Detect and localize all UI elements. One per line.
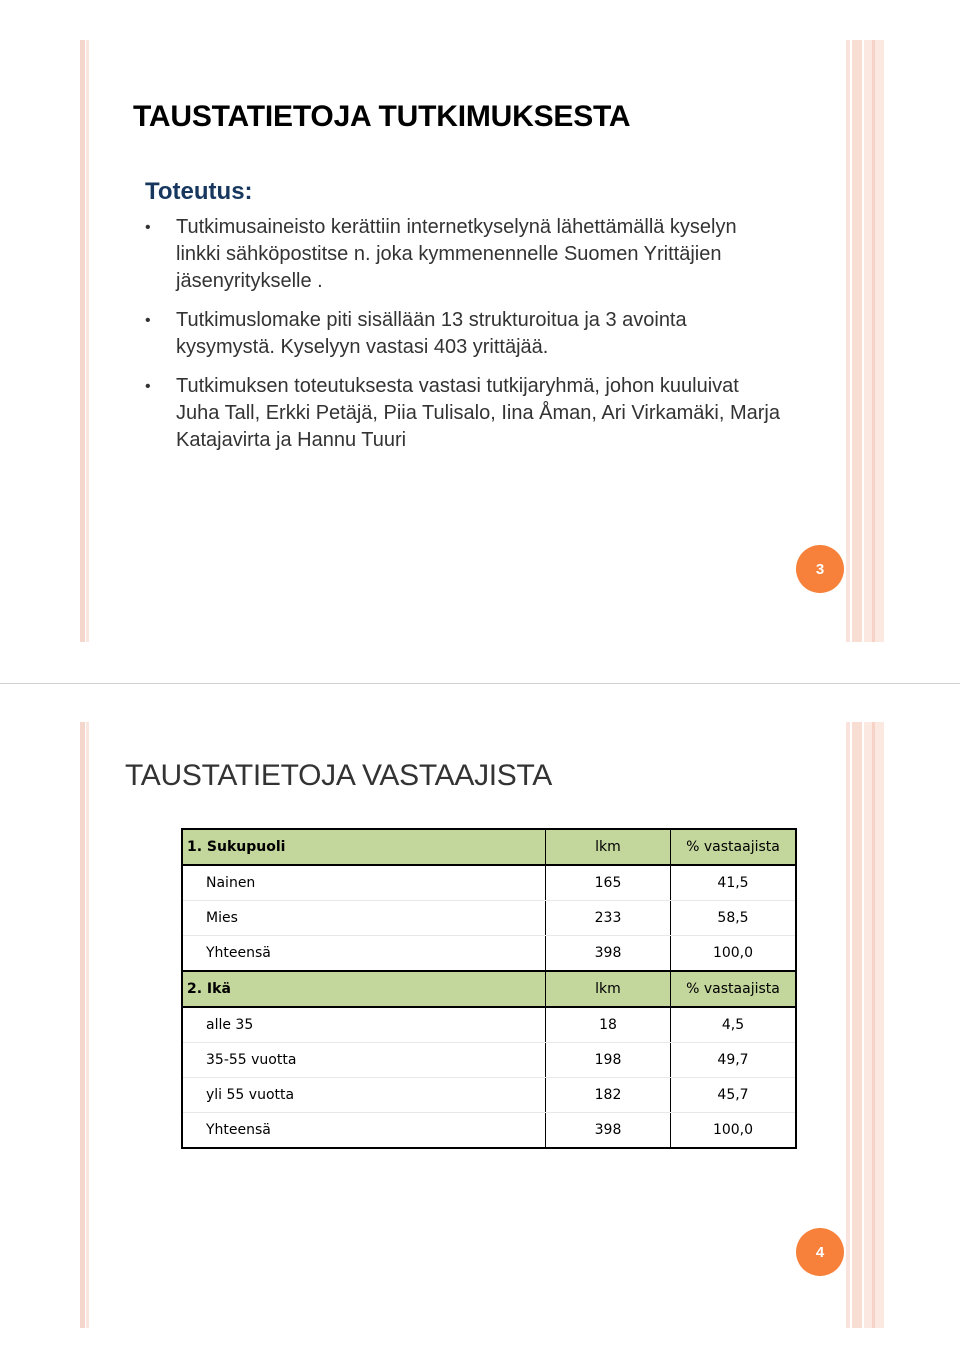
table-row [182,1078,796,1113]
table-cell: Mies [182,901,546,936]
header-cell: % vastaajista [671,829,797,865]
bullet-item [145,307,785,361]
left-decor-stripe [80,722,85,1328]
table-cell: 198 [546,1043,671,1078]
respondent-stats-table [181,828,797,1149]
right-decor-stripe [872,40,875,642]
table-row [182,1007,796,1043]
table-cell: 35-55 vuotta [182,1043,546,1078]
table-cell: 49,7 [671,1043,797,1078]
table-section-header [182,829,796,865]
header-cell: lkm [546,829,671,865]
slide-3 [0,0,960,683]
table-cell: 58,5 [671,901,797,936]
table-row [182,901,796,936]
page-number-badge: 3 [796,545,844,593]
bullet-item [145,214,785,295]
table-row [182,1043,796,1078]
table-cell: 398 [546,936,671,972]
slide-title: TAUSTATIETOJA VASTAAJISTA [125,759,553,792]
table-cell: alle 35 [182,1007,546,1043]
slide-title: TAUSTATIETOJA TUTKIMUKSESTA [133,100,631,133]
header-cell: % vastaajista [671,971,797,1007]
bullet-icon: • [145,219,151,236]
table-cell: 41,5 [671,865,797,901]
table-cell: 182 [546,1078,671,1113]
table-cell: 100,0 [671,936,797,972]
bullet-list [145,214,785,466]
header-cell: 1. Sukupuoli [182,829,546,865]
table-cell: 100,0 [671,1113,797,1149]
table-cell: 18 [546,1007,671,1043]
table-cell: 45,7 [671,1078,797,1113]
slide-4 [0,684,960,1367]
section-heading: Toteutus: [145,178,253,205]
table-cell: 165 [546,865,671,901]
table-cell: Yhteensä [182,936,546,972]
right-decor-stripe [846,722,850,1328]
left-decor-stripe [86,40,89,642]
table-cell: Nainen [182,865,546,901]
table-row [182,865,796,901]
table-cell: 4,5 [671,1007,797,1043]
table-section-header [182,971,796,1007]
bullet-text: Tutkimuslomake piti sisällään 13 strukturoitua ja 3 avointa kysymystä. Kyselyyn vastasi 403 yrittäjää. [176,309,687,358]
table-cell: 398 [546,1113,671,1149]
left-decor-stripe [80,40,85,642]
bullet-icon: • [145,312,151,329]
header-cell: 2. Ikä [182,971,546,1007]
table-cell: yli 55 vuotta [182,1078,546,1113]
right-decor-stripe [846,40,850,642]
bullet-item [145,373,785,454]
table-row [182,936,796,972]
right-decor-stripe [852,722,862,1328]
header-cell: lkm [546,971,671,1007]
table-cell: 233 [546,901,671,936]
left-decor-stripe [86,722,89,1328]
bullet-text: Tutkimuksen toteutuksesta vastasi tutkijaryhmä, johon kuuluivat Juha Tall, Erkki Petäjä, Piia Tulisalo, Iina Åman, Ari Virkamäki, Marja Katajavirta ja Hannu Tuuri [176,375,780,451]
table-row [182,1113,796,1149]
bullet-icon: • [145,378,151,395]
table-cell: Yhteensä [182,1113,546,1149]
page-number-badge: 4 [796,1228,844,1276]
bullet-text: Tutkimusaineisto kerättiin internetkyselynä lähettämällä kyselyn linkki sähköpostitse n. joka kymmenennelle Suomen Yrittäjien jäsenyritykselle . [176,216,737,292]
right-decor-stripe [852,40,862,642]
right-decor-stripe [872,722,875,1328]
